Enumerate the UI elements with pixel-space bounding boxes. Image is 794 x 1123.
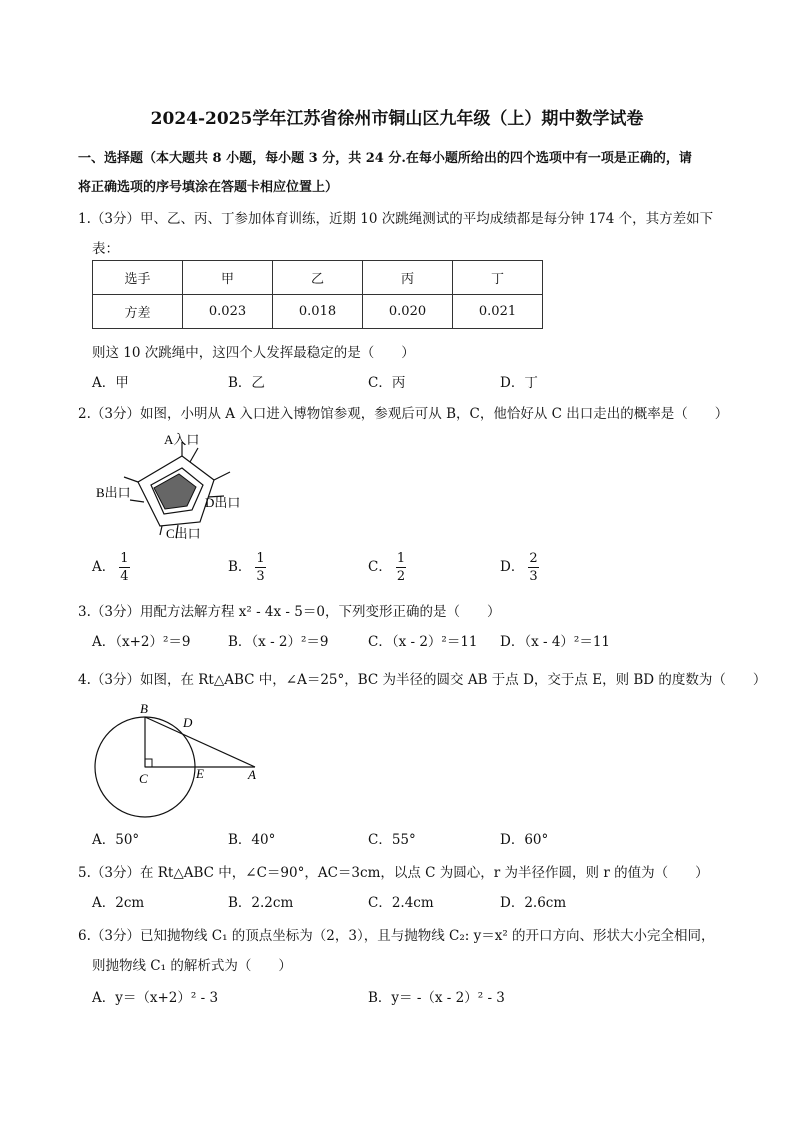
q2-stem: 2.（3分）如图，小明从 A 入口进入博物馆参观，参观后可从 B，C，他恰好从 C 出口走出的概率是（ ） <box>78 406 729 422</box>
table-cell: 0.020 <box>363 295 453 329</box>
q4-option-d: D．60° <box>500 832 549 848</box>
table-header-cell: 丙 <box>363 261 453 295</box>
q5-option-c: C．2.4cm <box>368 895 434 911</box>
point-a-label: A <box>248 767 256 782</box>
q3-option-b: B．（x - 2）²＝9 <box>228 634 329 650</box>
table-header-cell: 乙 <box>273 261 363 295</box>
table-cell: 0.018 <box>273 295 363 329</box>
q4-option-b: B．40° <box>228 832 276 848</box>
q5-option-b: B．2.2cm <box>228 895 294 911</box>
q1-stem-line2: 表： <box>92 241 119 257</box>
q4-option-c: C．55° <box>368 832 416 848</box>
q2-option-b: B． $\frac{1}{3}$ <box>228 551 265 584</box>
q6-stem-line2: 则抛物线 C₁ 的解析式为（ ） <box>92 958 292 974</box>
point-b-label: B <box>140 701 148 716</box>
q1-option-c: C．丙 <box>368 375 406 391</box>
table-header-cell: 甲 <box>183 261 273 295</box>
q2-option-d: D． $\frac{2}{3}$ <box>500 551 538 584</box>
table-header-cell: 丁 <box>453 261 543 295</box>
q6-stem-line1: 6.（3分）已知抛物线 C₁ 的顶点坐标为（2，3），且与抛物线 C₂: y＝x² 的开口方向、形状大小完全相同， <box>78 928 715 944</box>
table-header-cell: 选手 <box>93 261 183 295</box>
q2-option-c: C． $\frac{1}{2}$ <box>368 551 406 584</box>
label-d-exit: D出口 <box>205 495 241 510</box>
label-a-entrance: A入口 <box>164 432 200 447</box>
q2-option-a: A． $\frac{1}{4}$ <box>92 551 129 584</box>
q5-option-d: D．2.6cm <box>500 895 567 911</box>
q1-stem2: 则这 10 次跳绳中，这四个人发挥最稳定的是（ ） <box>92 345 415 361</box>
q1-option-d: D．丁 <box>500 375 538 391</box>
q1-option-b: B．乙 <box>228 375 265 391</box>
table-cell: 0.021 <box>453 295 543 329</box>
q4-stem: 4.（3分）如图，在 Rt△ABC 中，∠A＝25°，BC 为半径的圆交 AB 于点 D，交于点 E，则 BD 的度数为（ ） <box>78 672 767 688</box>
q6-option-a: A．y＝（x+2）² - 3 <box>92 990 219 1006</box>
q5-stem: 5.（3分）在 Rt△ABC 中，∠C＝90°，AC＝3cm，以点 C 为圆心，r 为半径作圆，则 r 的值为（ ） <box>78 865 709 881</box>
point-c-label: C <box>139 771 148 786</box>
page-title: 2024-2025学年江苏省徐州市铜山区九年级（上）期中数学试卷 <box>150 109 644 129</box>
q3-stem: 3.（3分）用配方法解方程 x² - 4x - 5＝0，下列变形正确的是（ ） <box>78 604 501 620</box>
q6-option-b: B．y＝ -（x - 2）² - 3 <box>368 990 505 1006</box>
table-row <box>93 261 543 295</box>
section-heading-line2: 将正确选项的序号填涂在答题卡相应位置上） <box>78 180 339 195</box>
variance-table <box>92 260 543 329</box>
point-d-label: D <box>183 715 193 730</box>
museum-figure <box>90 430 260 545</box>
q3-option-d: D．（x - 4）²＝11 <box>500 634 611 650</box>
q3-option-a: A．（x+2）²＝9 <box>92 634 191 650</box>
table-cell: 方差 <box>93 295 183 329</box>
point-e-label: E <box>196 766 204 781</box>
label-b-exit: B出口 <box>96 485 131 500</box>
circle-triangle-figure <box>90 695 270 820</box>
q1-stem-line1: 1.（3分）甲、乙、丙、丁参加体育训练，近期 10 次跳绳测试的平均成绩都是每分钟 174 个，其方差如下 <box>78 211 714 227</box>
q1-option-a: A．甲 <box>92 375 129 391</box>
section-heading-line1: 一、选择题（本大题共 8 小题，每小题 3 分，共 24 分.在每小题所给出的四个选项中有一项是正确的，请 <box>78 151 692 166</box>
q5-option-a: A．2cm <box>92 895 145 911</box>
q4-option-a: A．50° <box>92 832 140 848</box>
label-c-exit: C出口 <box>166 526 201 541</box>
table-cell: 0.023 <box>183 295 273 329</box>
q3-option-c: C．（x - 2）²＝11 <box>368 634 478 650</box>
table-row <box>93 295 543 329</box>
